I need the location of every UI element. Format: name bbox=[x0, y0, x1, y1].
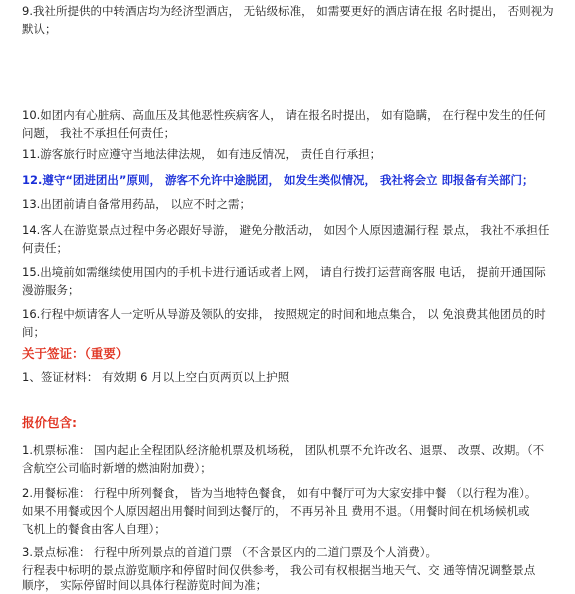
item-15-line-2: 漫游服务； bbox=[22, 283, 80, 297]
includes-item-1-line-2: 含航空公司临时新增的燃油附加费）； bbox=[22, 461, 212, 475]
includes-item-3-line-1: 3.景点标准： 行程中所列景点的首道门票 （不含景区内的二道门票及个人消费）。 bbox=[22, 545, 438, 559]
item-9-line-2: 默认； bbox=[22, 22, 57, 36]
includes-item-2-line-2: 如果不用餐或因个人原因超出用餐时间到达餐厅的， 不再另补且 费用不退。（用餐时间在机场候机或 bbox=[22, 504, 530, 518]
item-10-line-1: 10.如团内有心脏病、高血压及其他恶性疾病客人， 请在报名时提出， 如有隐瞒， 在行程中发生的任何 bbox=[22, 108, 546, 122]
item-9-line-1: 9.我社所提供的中转酒店均为经济型酒店， 无钻级标准， 如需要更好的酒店请在报 名时提出， 否则视为 bbox=[22, 4, 554, 18]
item-13: 13.出团前请自备常用药品， 以应不时之需； bbox=[22, 197, 251, 211]
includes-item-3-line-3: 顺序， 实际停留时间以具体行程游览时间为准； bbox=[22, 578, 268, 592]
visa-heading: 关于签证：（重要） bbox=[22, 346, 129, 361]
includes-heading: 报价包含: bbox=[22, 415, 77, 430]
includes-item-2-line-3: 飞机上的餐食由客人自理）； bbox=[22, 522, 166, 536]
item-12-emphasis: 12.遵守“团进团出”原则， 游客不允许中途脱团， 如发生类似情况， 我社将会立 即报备有关部门； bbox=[22, 173, 534, 187]
includes-item-1-line-1: 1.机票标准： 国内起止全程团队经济舱机票及机场税， 团队机票不允许改名、退票、 改票、改期。（不 bbox=[22, 443, 545, 457]
item-15-line-1: 15.出境前如需继续使用国内的手机卡进行通话或者上网， 请自行拨打运营商客服 电话， 提前开通国际 bbox=[22, 265, 546, 279]
item-14-line-1: 14.客人在游览景点过程中务必跟好导游， 避免分散活动， 如因个人原因遗漏行程 景点， 我社不承担任 bbox=[22, 223, 550, 237]
item-16-line-2: 间； bbox=[22, 325, 45, 339]
includes-item-3-line-2: 行程表中标明的景点游览顺序和停留时间仅供参考， 我公司有权根据当地天气、交 通等情况调整景点 bbox=[22, 563, 536, 577]
item-16-line-1: 16.行程中烦请客人一定听从导游及领队的安排， 按照规定的时间和地点集合， 以 免浪费其他团员的时 bbox=[22, 307, 546, 321]
item-10-line-2: 问题， 我社不承担任何责任； bbox=[22, 126, 176, 140]
item-14-line-2: 何责任； bbox=[22, 241, 68, 255]
visa-material: 1、签证材料： 有效期 6 月以上空白页两页以上护照 bbox=[22, 370, 290, 384]
includes-item-2-line-1: 2.用餐标准： 行程中所列餐食， 皆为当地特色餐食， 如有中餐厅可为大家安排中餐 （以行程为准）。 bbox=[22, 486, 537, 500]
item-11: 11.游客旅行时应遵守当地法律法规， 如有违反情况， 责任自行承担； bbox=[22, 147, 382, 161]
